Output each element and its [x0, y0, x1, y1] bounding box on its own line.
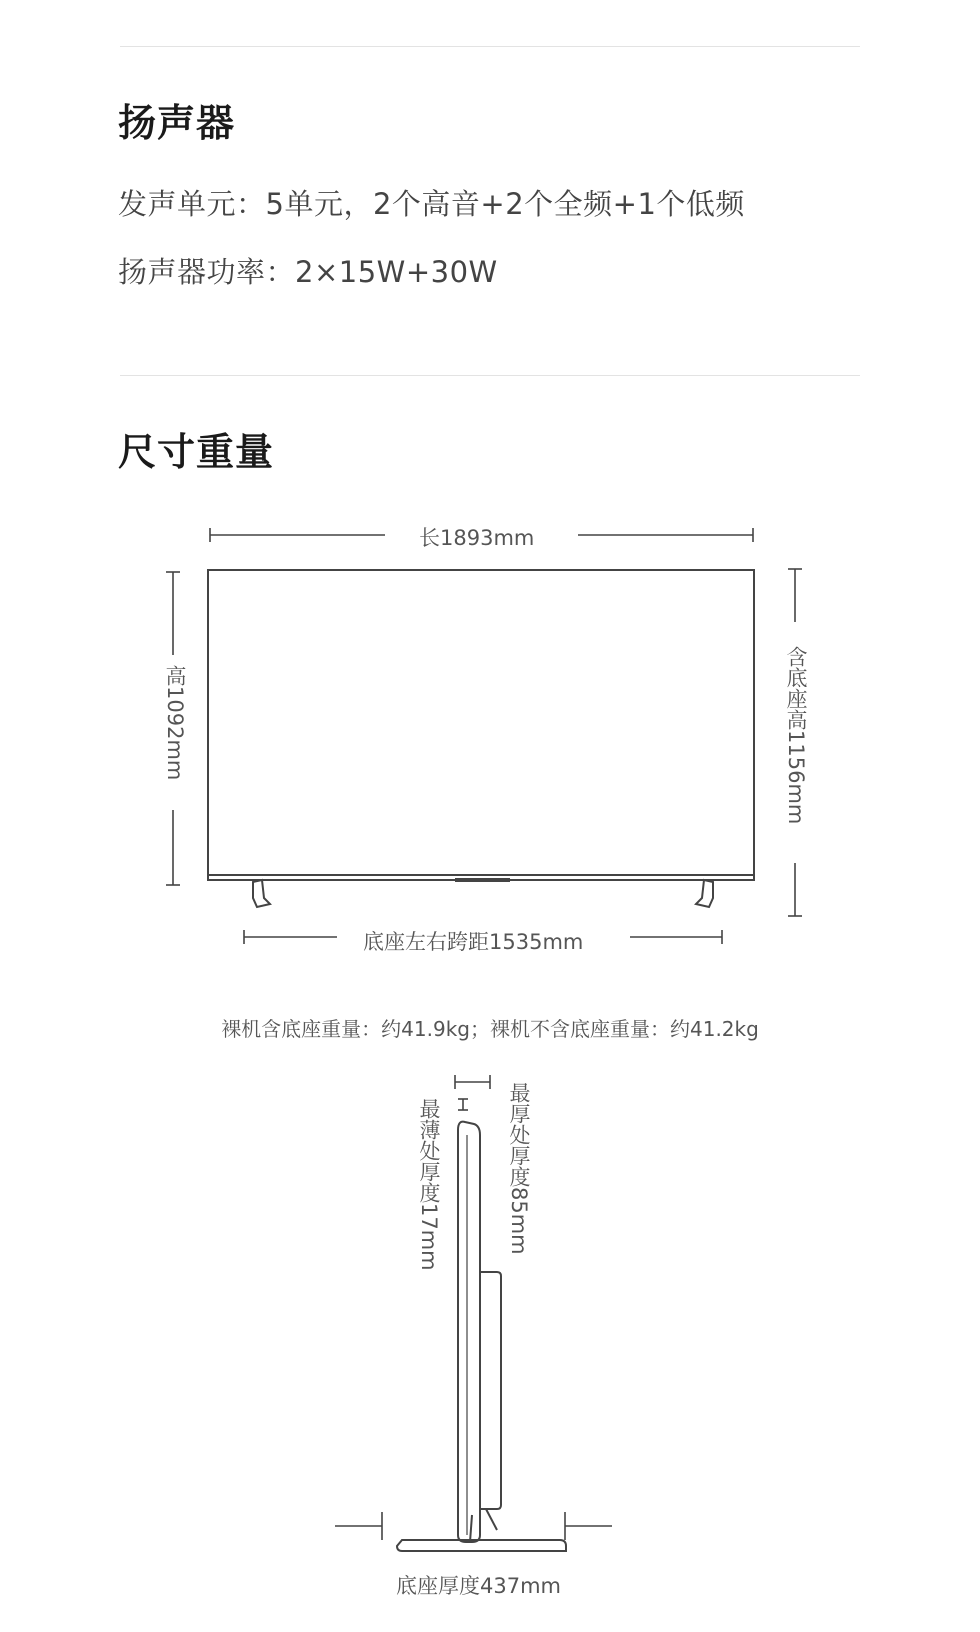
- tv-front-outline: [208, 570, 754, 880]
- height-with-stand-label: 含底座高1156mm: [784, 646, 808, 825]
- speaker-units-spec: 发声单元：5单元，2个高音+2个全频+1个低频: [118, 187, 745, 221]
- thickest-thickness-label: 最厚处厚度85mm: [507, 1082, 531, 1255]
- length-label: 长1893mm: [419, 526, 535, 550]
- speaker-heading: 扬声器: [118, 101, 236, 145]
- right-stand-foot: [696, 880, 713, 907]
- base-depth-dimension-line: [335, 1512, 612, 1540]
- left-stand-foot: [253, 880, 270, 907]
- thinnest-thickness-label: 最薄处厚度17mm: [417, 1098, 441, 1271]
- height-label: 高1092mm: [163, 665, 187, 781]
- speaker-power-spec: 扬声器功率：2×15W+30W: [118, 255, 498, 289]
- dimensions-heading: 尺寸重量: [118, 430, 275, 474]
- weight-spec: 裸机含底座重量：约41.9kg；裸机不含底座重量：约41.2kg: [221, 1017, 759, 1041]
- base-depth-label: 底座厚度437mm: [396, 1574, 561, 1598]
- thickness-markers: [455, 1075, 490, 1110]
- stand-span-label: 底座左右跨距1535mm: [363, 930, 584, 954]
